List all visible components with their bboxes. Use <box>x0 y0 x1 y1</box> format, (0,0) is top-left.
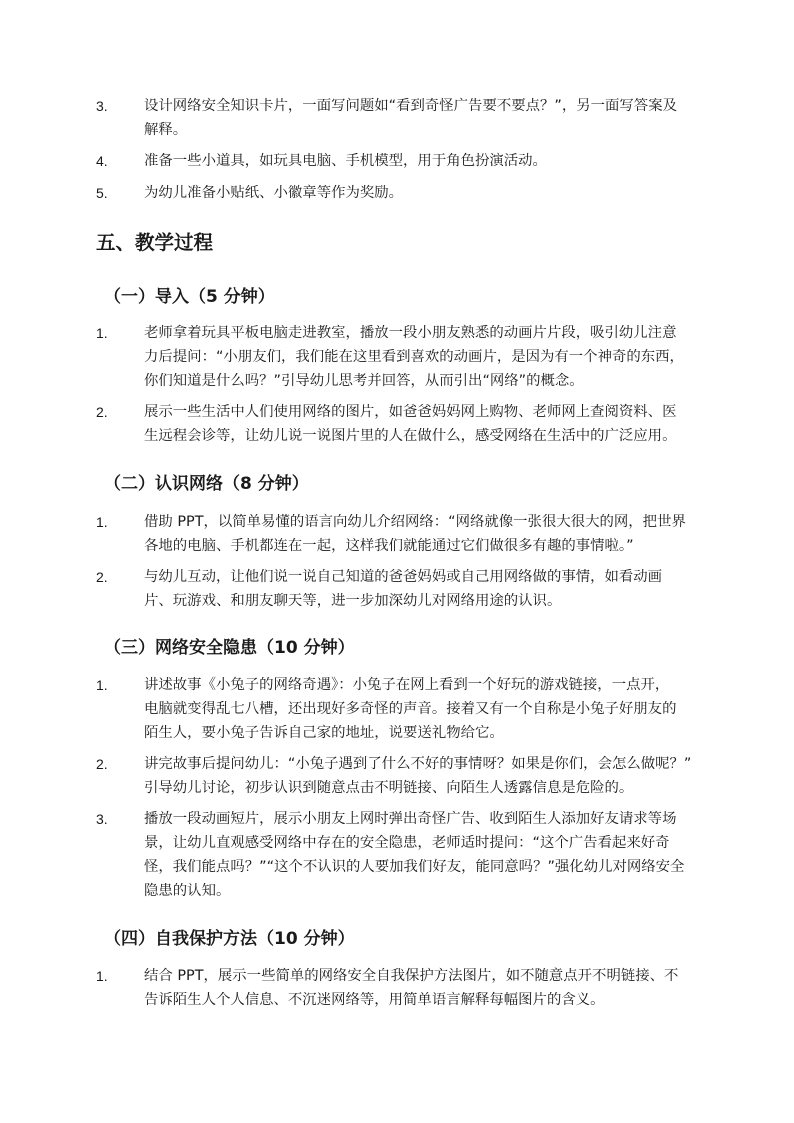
list-number: 2. <box>96 756 108 772</box>
list-text <box>144 964 704 1012</box>
list-number: 5. <box>96 185 108 201</box>
text-line: 与幼儿互动，让他们说一说自己知道的爸爸妈妈或自己用网络做的事情，如看动画 <box>144 569 663 585</box>
section-heading: 五、教学过程 <box>96 231 214 254</box>
text-line: 为幼儿准备小贴纸、小徽章等作为奖励。 <box>144 185 404 201</box>
list-number: 2. <box>96 404 108 420</box>
text-line: 讲完故事后提问幼儿：“小兔子遇到了什么不好的事情呀？如果是你们，会怎么做呢？” <box>144 756 692 772</box>
list-number: 2. <box>96 569 108 585</box>
list-text <box>144 321 704 393</box>
text-line: 景，让幼儿直观感受网络中存在的安全隐患，老师适时提问：“这个广告看起来好奇 <box>144 835 670 851</box>
text-line: 准备一些小道具，如玩具电脑、手机模型，用于角色扮演活动。 <box>144 153 547 169</box>
list-number: 1. <box>96 514 108 530</box>
text-line: 生远程会诊等，让幼儿说一说图片里的人在做什么，感受网络在生活中的广泛应用。 <box>144 428 677 444</box>
text-line: 引导幼儿讨论，初步认识到随意点击不明链接、向陌生人透露信息是危险的。 <box>144 780 634 796</box>
subsection-heading: （一）导入（5 分钟） <box>104 287 275 307</box>
text-line: 告诉陌生人个人信息、不沉迷网络等，用简单语言解释每幅图片的含义。 <box>144 992 605 1008</box>
text-line: 你们知道是什么吗？”引导幼儿思考并回答，从而引出“网络”的概念。 <box>144 373 584 389</box>
text-line: 片、玩游戏、和朋友聊天等，进一步加深幼儿对网络用途的认识。 <box>144 593 562 609</box>
text-line: 播放一段动画短片，展示小朋友上网时弹出奇怪广告、收到陌生人添加好友请求等场 <box>144 811 677 827</box>
text-line: 陌生人，要小兔子告诉自己家的地址，说要送礼物给它。 <box>144 725 504 741</box>
list-text <box>144 510 704 558</box>
list-text <box>144 94 704 142</box>
subsection-heading: （四）自我保护方法（10 分钟） <box>104 929 355 949</box>
list-number: 3. <box>96 98 108 114</box>
text-line: 讲述故事《小兔子的网络奇遇》：小兔子在网上看到一个好玩的游戏链接，一点开， <box>144 677 670 693</box>
text-line: 各地的电脑、手机都连在一起，这样我们就能通过它们做很多有趣的事情啦。” <box>144 538 634 554</box>
text-line: 电脑就变得乱七八槽，还出现好多奇怪的声音。接着又有一个自称是小兔子好朋友的 <box>144 701 677 717</box>
text-line: 解释。 <box>144 122 188 138</box>
list-text <box>144 149 704 173</box>
text-line: 隐患的认知。 <box>144 883 231 899</box>
text-line: 设计网络安全知识卡片，一面写问题如“看到奇怪广告要不要点？”，另一面写答案及 <box>144 98 677 114</box>
text-line: 怪，我们能点吗？”“这个不认识的人要加我们好友，能同意吗？”强化幼儿对网络安全 <box>144 859 685 875</box>
text-line: 老师拿着玩具平板电脑走进教室，播放一段小朋友熟悉的动画片片段，吸引幼儿注意 <box>144 325 677 341</box>
list-text <box>144 400 704 448</box>
text-line: 展示一些生活中人们使用网络的图片，如爸爸妈妈网上购物、老师网上查阅资料、医 <box>144 404 677 420</box>
list-number: 4. <box>96 153 108 169</box>
list-text <box>144 565 704 613</box>
text-line: 力后提问：“小朋友们，我们能在这里看到喜欢的动画片，是因为有一个神奇的东西， <box>144 349 684 365</box>
list-number: 1. <box>96 325 108 341</box>
list-text <box>144 181 704 205</box>
list-number: 3. <box>96 811 108 827</box>
list-text <box>144 673 704 745</box>
text-line: 结合 PPT，展示一些简单的网络安全自我保护方法图片，如不随意点开不明链接、不 <box>144 968 679 984</box>
list-number: 1. <box>96 968 108 984</box>
text-line: 借助 PPT，以简单易懂的语言向幼儿介绍网络：“网络就像一张很大很大的网，把世界 <box>144 514 686 530</box>
list-number: 1. <box>96 677 108 693</box>
list-text <box>144 752 704 800</box>
list-text <box>144 807 704 903</box>
subsection-heading: （三）网络安全隐患（10 分钟） <box>104 638 355 658</box>
subsection-heading: （二）认识网络（8 分钟） <box>104 474 309 494</box>
